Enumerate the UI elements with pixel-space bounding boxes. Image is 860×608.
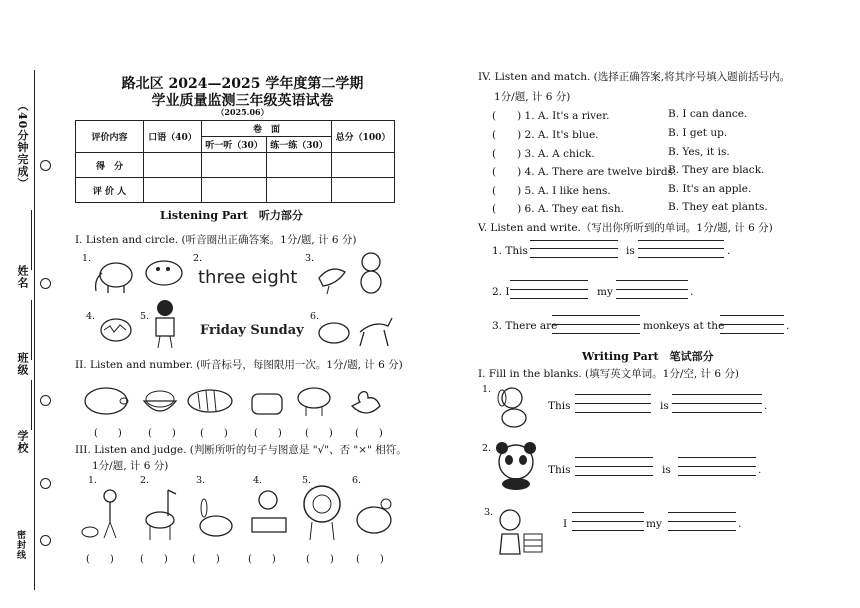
school-label: 学校 [16, 430, 29, 454]
q1-num: 6. [310, 311, 320, 322]
write-line[interactable] [638, 248, 724, 249]
punch-hole [40, 535, 51, 546]
write-line[interactable] [510, 280, 588, 281]
write-line[interactable] [510, 289, 588, 290]
write-line[interactable] [530, 257, 618, 258]
fill-line[interactable] [575, 394, 651, 395]
match-right-4: B. They are black. [668, 164, 765, 176]
hippo-picture [142, 255, 188, 291]
fill-line[interactable] [668, 512, 736, 513]
writing-q1-instruction: I. Fill in the blanks. (填写英文单词。1分/空, 计 6 分) [478, 368, 739, 380]
match-left-2[interactable]: ( ) 2. A. It's blue. [492, 129, 599, 141]
q3-answer-paren[interactable]: ( ) [140, 554, 168, 565]
girl-with-books-picture [494, 506, 546, 556]
match-right-2: B. I get up. [668, 127, 728, 139]
q1-num: 3. [305, 253, 315, 264]
writing-part-title: Writing Part 笔试部分 [582, 350, 714, 363]
q3-answer-paren[interactable]: ( ) [248, 554, 276, 565]
page-title-line1: 路北区 2024—2025 学年度第二学期 [121, 76, 364, 92]
write-1-period: . [727, 245, 731, 257]
pig-picture [80, 383, 132, 419]
fill-2-is: is [662, 464, 671, 476]
boy-writing-picture [244, 488, 292, 540]
fill-line[interactable] [575, 466, 653, 467]
match-right-6: B. They eat plants. [668, 201, 768, 213]
q1-instruction: I. Listen and circle. (听音圈出正确答案。1分/题, 计 6 分) [75, 234, 357, 246]
q2-instruction: II. Listen and number. (听音标号，每图限用一次。1分/题, 计 6 分) [75, 359, 403, 371]
write-line[interactable] [510, 298, 588, 299]
write-3-period: . [786, 320, 790, 332]
write-line[interactable] [530, 248, 618, 249]
fill-line[interactable] [678, 466, 756, 467]
fill-line[interactable] [575, 457, 653, 458]
pig-picture [316, 320, 352, 346]
q2-answer-paren[interactable]: ( ) [355, 428, 383, 439]
punch-hole [40, 478, 51, 489]
fill-line[interactable] [575, 412, 651, 413]
bird-picture [315, 258, 351, 296]
fill-3-period: . [738, 518, 742, 530]
tiger-picture [182, 383, 238, 419]
q3-num: 2. [140, 475, 150, 486]
page-title-line2: 学业质量监测三年级英语试卷 [151, 93, 334, 109]
write-1-is: is [626, 245, 635, 257]
seal-label: 密封线 [15, 530, 25, 560]
q2-answer-paren[interactable]: ( ) [94, 428, 122, 439]
match-right-1: B. I can dance. [668, 108, 748, 120]
write-line[interactable] [530, 240, 618, 241]
name-blank [31, 210, 32, 270]
writing-num: 3. [484, 507, 494, 518]
score-col-oral: 口语（40） [144, 121, 202, 153]
match-right-5: B. It's an apple. [668, 183, 752, 195]
q1-num: 4. [86, 311, 96, 322]
q3-answer-paren[interactable]: ( ) [192, 554, 220, 565]
fill-1-is: is [660, 400, 669, 412]
match-left-5[interactable]: ( ) 5. A. I like hens. [492, 185, 611, 197]
fill-line[interactable] [678, 475, 756, 476]
match-right-3: B. Yes, it is. [668, 146, 730, 158]
q3-num: 6. [352, 475, 362, 486]
egg-picture [96, 312, 136, 344]
q1-overlay-numbers: three eight [198, 267, 298, 288]
fill-1-this: This [548, 400, 571, 412]
q3-answer-paren[interactable]: ( ) [86, 554, 114, 565]
fill-1-period: . [764, 400, 768, 412]
q1-overlay-days: Friday Sunday [200, 323, 304, 338]
score-col-total: 总分（100） [332, 121, 395, 153]
write-line[interactable] [552, 324, 640, 325]
fill-line[interactable] [572, 512, 644, 513]
match-left-6[interactable]: ( ) 6. A. They eat fish. [492, 203, 624, 215]
lion-picture [296, 482, 350, 542]
giraffe-picture [138, 486, 182, 542]
monkey-picture [355, 250, 391, 296]
score-cell[interactable] [332, 153, 395, 178]
bread-picture [248, 388, 286, 418]
q1-num: 1. [82, 253, 92, 264]
fill-line[interactable] [672, 412, 762, 413]
match-left-1[interactable]: ( ) 1. A. It's a river. [492, 110, 610, 122]
q2-answer-paren[interactable]: ( ) [148, 428, 176, 439]
match-left-3[interactable]: ( ) 3. A. A chick. [492, 148, 595, 160]
q3-num: 1. [88, 475, 98, 486]
fill-line[interactable] [668, 530, 736, 531]
fill-3-i: I [563, 518, 568, 530]
panda-picture [492, 440, 540, 492]
write-1-this: 1. This [492, 245, 528, 257]
write-line[interactable] [616, 280, 688, 281]
q4-score: 1分/题, 计 6 分) [494, 91, 571, 103]
fill-line[interactable] [575, 403, 651, 404]
duck-picture [346, 386, 386, 420]
man-with-dog-picture [80, 488, 126, 542]
q2-answer-paren[interactable]: ( ) [254, 428, 282, 439]
write-line[interactable] [638, 257, 724, 258]
score-row-score: 得 分 [76, 153, 144, 178]
listening-part-title: Listening Part 听力部分 [160, 209, 303, 222]
score-col-paper: 卷 面 [202, 121, 332, 137]
q3-num: 4. [253, 475, 263, 486]
fill-2-period: . [758, 464, 762, 476]
school-blank [31, 380, 32, 430]
write-line[interactable] [638, 240, 724, 241]
elephant-picture [90, 255, 138, 295]
score-cell[interactable] [267, 178, 332, 203]
hen-picture [352, 494, 398, 540]
score-cell[interactable] [267, 153, 332, 178]
fill-line[interactable] [572, 530, 644, 531]
score-cell[interactable] [144, 153, 202, 178]
q1-num: 2. [193, 253, 203, 264]
class-blank [31, 300, 32, 360]
q2-answer-paren[interactable]: ( ) [305, 428, 333, 439]
horse-picture [354, 312, 396, 348]
write-line[interactable] [552, 333, 640, 334]
name-label: 姓名 [16, 265, 29, 289]
fill-line[interactable] [672, 394, 762, 395]
fill-line[interactable] [668, 521, 736, 522]
score-col-listen: 听一听（30） [202, 137, 267, 153]
q2-answer-paren[interactable]: ( ) [200, 428, 228, 439]
q3-answer-paren[interactable]: ( ) [356, 554, 384, 565]
write-line[interactable] [720, 333, 784, 334]
match-left-4[interactable]: ( ) 4. A. There are twelve birds. [492, 166, 677, 178]
fill-line[interactable] [678, 457, 756, 458]
fill-3-my: my [646, 518, 662, 530]
score-cell[interactable] [202, 153, 267, 178]
write-2-period: . [690, 286, 694, 298]
write-3-there-are: 3. There are [492, 320, 558, 332]
write-line[interactable] [552, 315, 640, 316]
write-line[interactable] [720, 324, 784, 325]
dog-picture [490, 384, 538, 430]
fill-line[interactable] [572, 521, 644, 522]
q4-instruction: IV. Listen and match. (选择正确答案,将其序号填入题前括号内。 [478, 71, 791, 83]
q1-num: 5. [140, 311, 150, 322]
write-line[interactable] [616, 298, 688, 299]
writing-num: 1. [482, 384, 492, 395]
q3-num: 3. [196, 475, 206, 486]
fill-line[interactable] [672, 403, 762, 404]
fill-line[interactable] [575, 475, 653, 476]
sheep-picture [292, 380, 338, 418]
time-label: （40分钟完成） [16, 100, 29, 190]
q5-instruction: V. Listen and write.（写出你所听到的单词。1分/题, 计 6 分) [478, 222, 773, 234]
q3-instruction: III. Listen and judge. (判断所听的句子与图意是 "√"、否 "×" 相符。 [75, 444, 407, 456]
score-row-reviewer: 评 价 人 [76, 178, 144, 203]
exam-date: （2025.06） [216, 107, 269, 117]
write-line[interactable] [616, 289, 688, 290]
q3-score: 1分/题, 计 6 分) [92, 460, 169, 472]
q3-answer-paren[interactable]: ( ) [306, 554, 334, 565]
rice-bowl-picture [140, 385, 180, 419]
score-col-practice: 练一练（30） [267, 137, 332, 153]
score-cell[interactable] [202, 178, 267, 203]
punch-hole [40, 278, 51, 289]
fill-2-this: This [548, 464, 571, 476]
writing-num: 2. [482, 443, 492, 454]
punch-hole [40, 395, 51, 406]
write-3-monkeys: monkeys at the [643, 320, 725, 332]
class-label: 班级 [16, 352, 29, 376]
boy-picture [148, 298, 182, 350]
write-line[interactable] [720, 315, 784, 316]
score-table [75, 120, 395, 203]
q3-num: 5. [302, 475, 312, 486]
binding-line [34, 70, 35, 590]
write-2-my: my [597, 286, 613, 298]
rabbit-picture [194, 498, 236, 540]
write-2-i: 2. I [492, 286, 510, 298]
score-cell[interactable] [144, 178, 202, 203]
punch-hole [40, 160, 51, 171]
score-col-content: 评价内容 [76, 121, 144, 153]
score-cell[interactable] [332, 178, 395, 203]
